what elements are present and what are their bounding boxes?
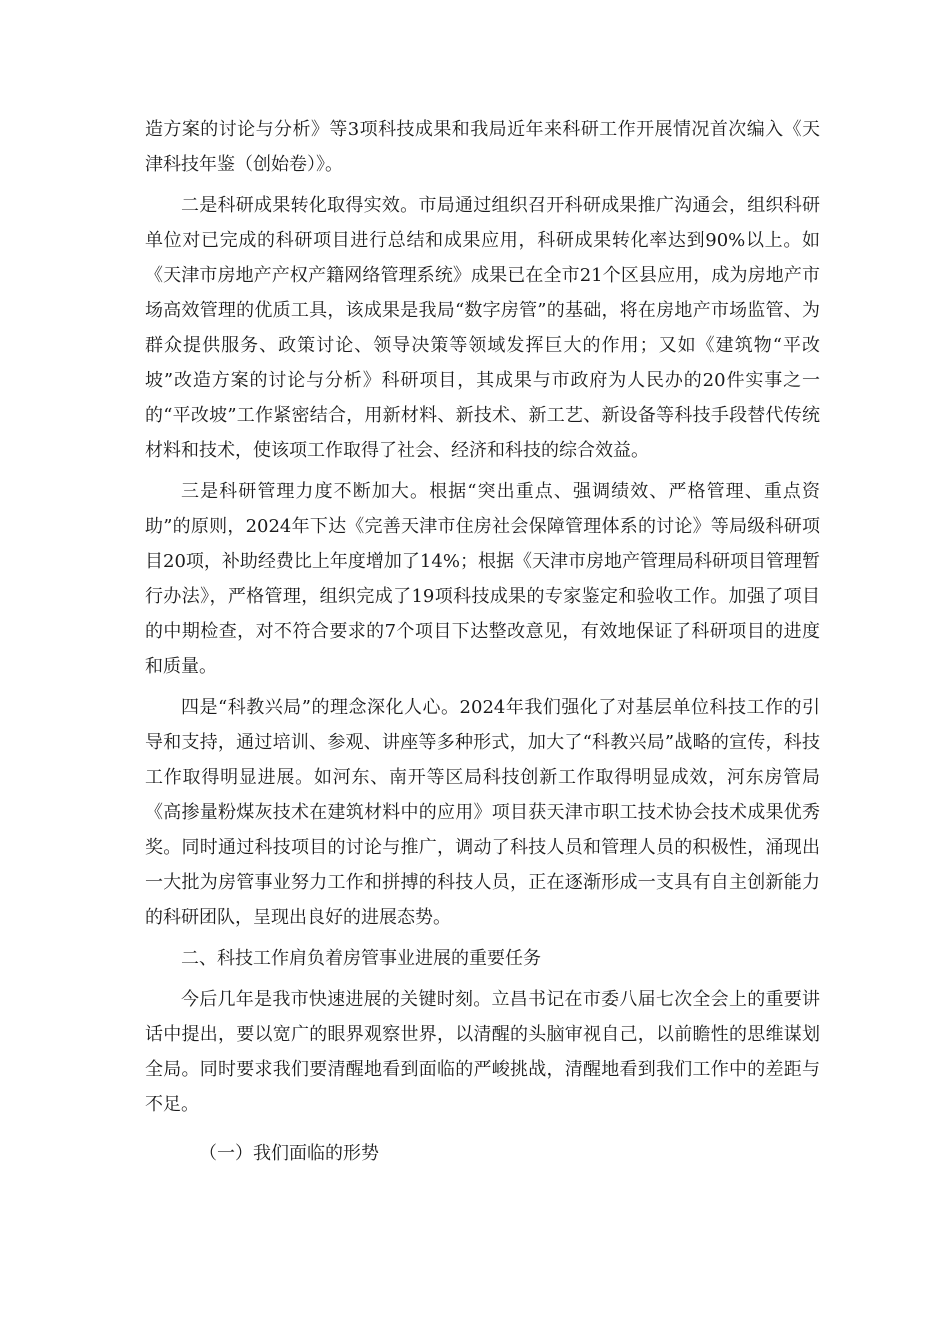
paragraph-continuation: 造方案的讨论与分析》等3项科技成果和我局近年来科研工作开展情况首次编入《天津科技年鉴（创始卷）》。 [145,119,820,175]
subsection-heading: （一）我们面临的形势 [199,1143,379,1164]
paragraph-science-education: 四是“科教兴局”的理念深化人心。2024年我们强化了对基层单位科技工作的引导和支持，通过培训、参观、讲座等多种形式，加大了“科教兴局”战略的宣传，科技工作取得明显进展。如河东、南开等区局科技创新工作取得明显成效，河东房管局《高掺量粉煤灰技术在建筑材料中的应用》项目获天津市职工技术协会技术成果优秀奖。同时通过科技项目的讨论与推广，调动了科技人员和管理人员的积极性，涌现出一大批为房管事业努力工作和拼搏的科技人员，正在逐渐形成一支具有自主创新能力的科研团队，呈现出良好的进展态势。 [145,697,820,928]
paragraph-coming-years: 今后几年是我市快速进展的关键时刻。立昌书记在市委八届七次全会上的重要讲话中提出，要以宽广的眼界观察世界，以清醒的头脑审视自己，以前瞻性的思维谋划全局。同时要求我们要清醒地看到面临的严峻挑战，清醒地看到我们工作中的差距与不足。 [145,989,820,1115]
section-heading: 二、科技工作肩负着房管事业进展的重要任务 [181,948,541,969]
document-body [145,112,820,1177]
paragraph-research-transformation: 二是科研成果转化取得实效。市局通过组织召开科研成果推广沟通会，组织科研单位对已完成的科研项目进行总结和成果应用，科研成果转化率达到90%以上。如《天津市房地产产权产籍网络管理系统》成果已在全市21个区县应用，成为房地产市场高效管理的优质工具，该成果是我局“数字房管”的基础，将在房地产市场监管、为群众提供服务、政策讨论、领导决策等领域发挥巨大的作用；又如《建筑物“平改坡”改造方案的讨论与分析》科研项目，其成果与市政府为人民办的20件实事之一的“平改坡”工作紧密结合，用新材料、新技术、新工艺、新设备等科技手段替代传统材料和技术，使该项工作取得了社会、经济和科技的综合效益。 [145,195,820,461]
paragraph-research-management: 三是科研管理力度不断加大。根据“突出重点、强调绩效、严格管理、重点资助”的原则，2024年下达《完善天津市住房社会保障管理体系的讨论》等局级科研项目20项，补助经费比上年度增加了14%；根据《天津市房地产管理局科研项目管理暂行办法》，严格管理，组织完成了19项科技成果的专家鉴定和验收工作。加强了项目的中期检查，对不符合要求的7个项目下达整改意见，有效地保证了科研项目的进度和质量。 [145,481,820,677]
